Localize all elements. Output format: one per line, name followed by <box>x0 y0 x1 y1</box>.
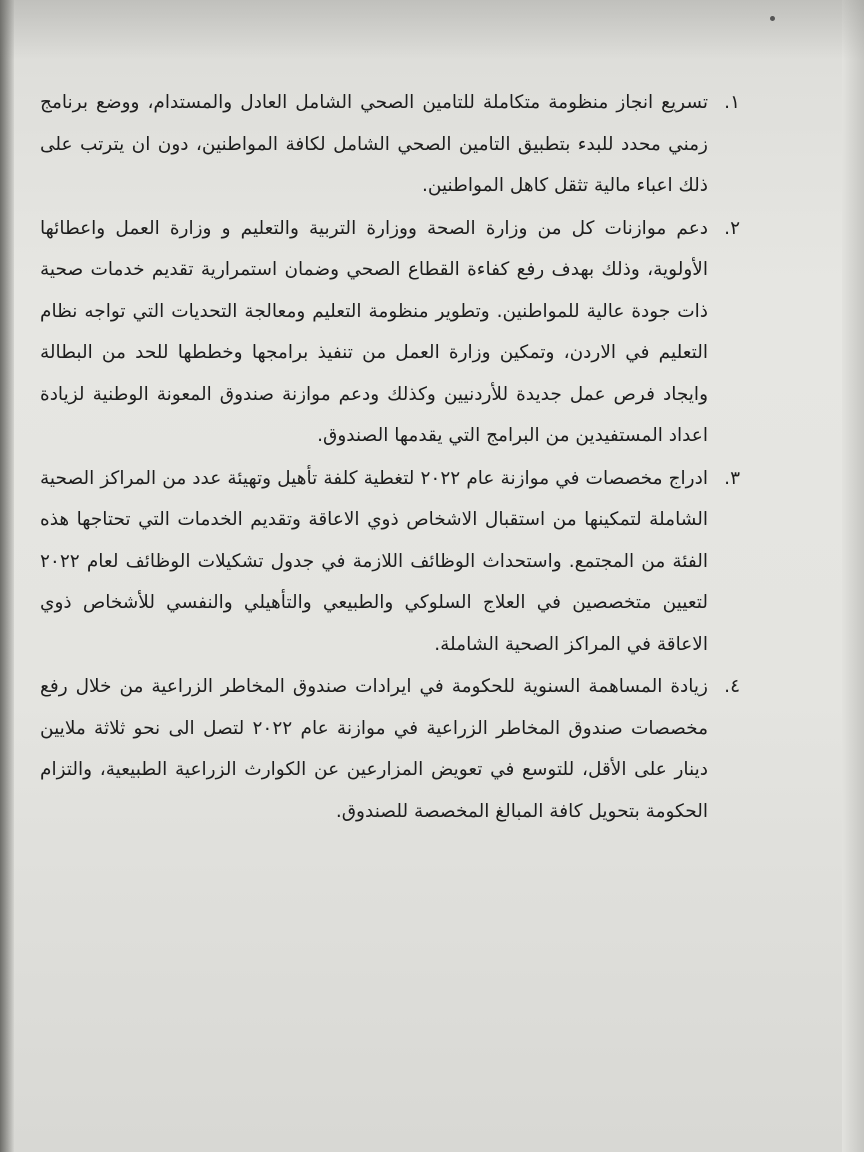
page-top-shadow <box>0 0 864 60</box>
list-item-2 <box>40 208 740 457</box>
list-item-1 <box>40 82 740 207</box>
item-number-3: ٣. <box>724 467 740 489</box>
ink-dot <box>770 16 775 21</box>
item-text-3: ادراج مخصصات في موازنة عام ٢٠٢٢ لتغطية كلفة تأهيل وتهيئة عدد من المراكز الصحية الشاملة لتمكينها من استقبال الاشخاص ذوي الاعاقة وتقديم الخدمات التي تحتاجها هذه الفئة من المجتمع. واستحداث الوظائف اللازمة في جدول تشكيلات الوظائف لعام ٢٠٢٢ لتعيين متخصصين في العلاج السلوكي والطبيعي والتأهيلي والنفسي للأشخاص ذوي الاعاقة في المراكز الصحية الشاملة. <box>40 467 708 655</box>
item-number-4: ٤. <box>724 676 740 697</box>
item-text-2: دعم موازنات كل من وزارة الصحة ووزارة التربية والتعليم و وزارة العمل واعطائها الأولوية، وذلك بهدف رفع كفاءة القطاع الصحي وضمان استمرارية تقديم خدمات صحية ذات جودة عالية للمواطنين. وتطوير منظومة التعليم ومعالجة التحديات التي تواجه نظام التعليم في الاردن، وتمكين وزارة العمل من تنفيذ برامجها وخططها للحد من البطالة وايجاد فرص عمل جديدة للأردنيين وكذلك ودعم موازنة صندوق المعونة الوطنية لزيادة اعداد المستفيدين من البرامج التي يقدمها الصندوق. <box>40 217 708 446</box>
item-text-1: تسريع انجاز منظومة متكاملة للتامين الصحي الشامل العادل والمستدام، ووضع برنامج زمني محدد للبدء بتطبيق التامين الصحي الشامل لكافة المواطنين، دون ان يترتب على ذلك اعباء مالية تثقل كاهل المواطنين. <box>40 92 708 196</box>
list-item-3 <box>40 458 740 666</box>
page-left-edge <box>0 0 14 1152</box>
item-number-2: ٢. <box>724 217 740 239</box>
item-number-1: ١. <box>724 92 740 113</box>
page-right-edge <box>842 0 864 1152</box>
item-text-4: زيادة المساهمة السنوية للحكومة في ايرادات صندوق المخاطر الزراعية من خلال رفع مخصصات صندوق المخاطر الزراعية في موازنة عام ٢٠٢٢ لتصل الى نحو ثلاثة ملايين دينار على الأقل، للتوسع في تعويض المزارعين عن الكوارث الزراعية الطبيعية، والتزام الحكومة بتحويل كافة المبالغ المخصصة للصندوق. <box>40 676 708 822</box>
list-item-4 <box>40 666 740 832</box>
document-body <box>40 82 740 833</box>
